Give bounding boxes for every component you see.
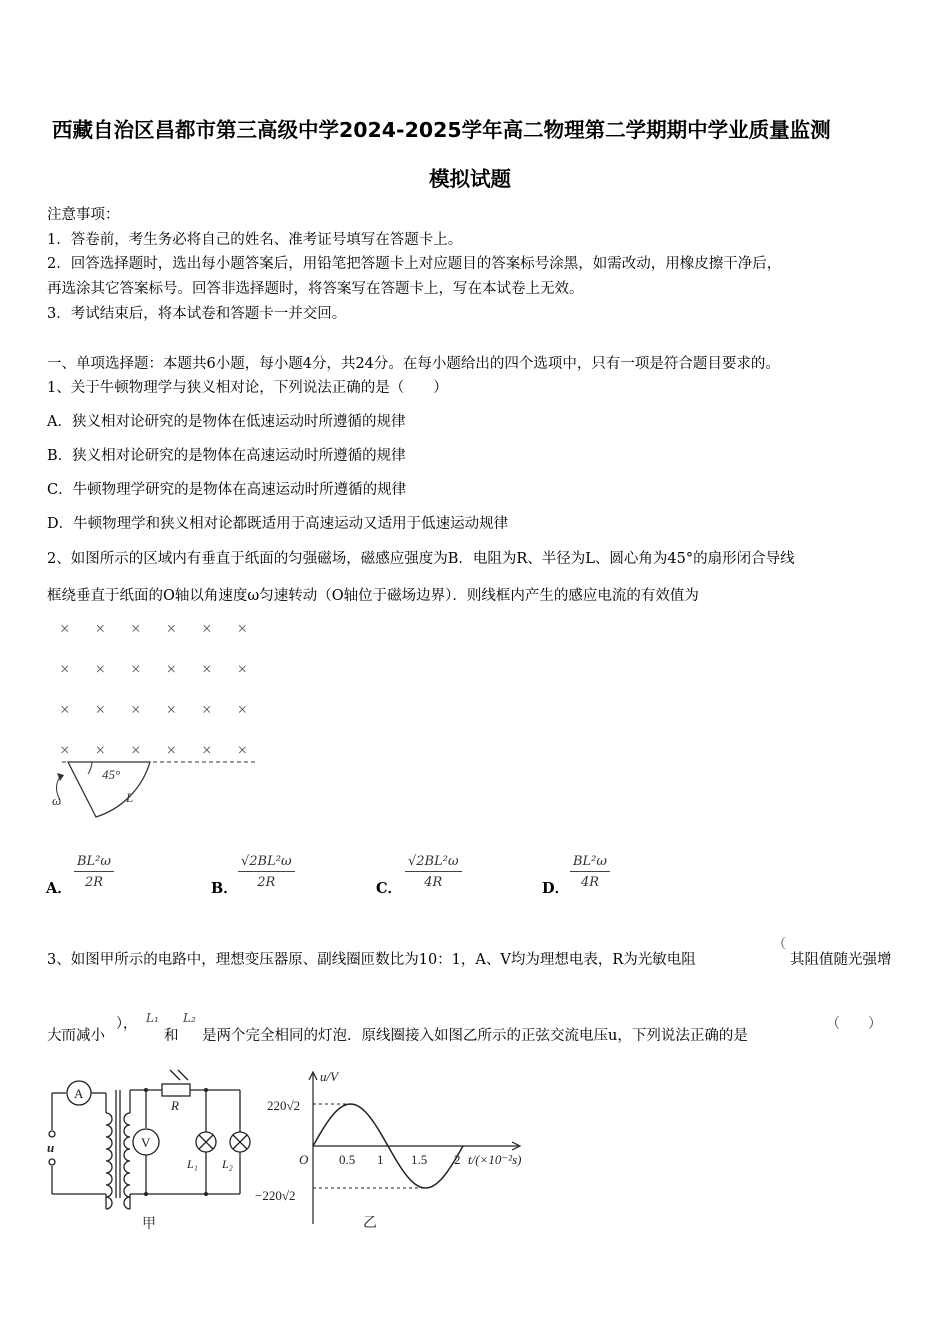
- notice-item-1: 1．答卷前，考生务必将自己的姓名、准考证号填写在答题卡上。: [47, 232, 463, 248]
- question-1-option-b: B．狭义相对论研究的是物体在高速运动时所遵循的规律: [47, 448, 406, 464]
- field-cross: ×: [131, 700, 141, 719]
- y-axis-label: u/V: [320, 1069, 339, 1084]
- x-tick-1: 1: [377, 1152, 384, 1167]
- magnetic-field-figure: [40, 612, 270, 822]
- question-3-and: 和: [164, 1028, 179, 1044]
- section-heading: 一、单项选择题：本题共6小题，每小题4分，共24分。在每小题给出的四个选项中，只有一项是符合题目要求的。: [47, 356, 780, 372]
- question-1-option-a: A．狭义相对论研究的是物体在低速运动时所遵循的规律: [47, 414, 406, 430]
- figure-jia-caption: 甲: [142, 1217, 156, 1232]
- y-min-label: −220√2: [255, 1188, 296, 1203]
- notice-item-2: 2．回答选择题时，选出每小题答案后，用铅笔把答题卡上对应题目的答案标号涂黑，如需改动，用橡皮擦干净后，: [47, 256, 782, 272]
- question-3-stem-cont: 大而减小: [47, 1028, 105, 1044]
- lamp-l2-label: L₂: [222, 1157, 233, 1171]
- ammeter-label: A: [74, 1086, 84, 1101]
- question-3-paren-close: ），: [116, 1016, 137, 1032]
- magnetic-field-crosses: [60, 619, 247, 760]
- field-cross: ×: [166, 740, 177, 760]
- question-3-paren-open: （: [773, 937, 787, 952]
- figure-yi-caption: 乙: [363, 1216, 377, 1231]
- field-cross: ×: [60, 700, 70, 719]
- question-3-stem: 3、如图甲所示的电路中，理想变压器原、副线圈匝数比为10：1，A、V均为理想电表，R为光敏电阻: [47, 952, 696, 968]
- x-tick-0-5: 0.5: [339, 1152, 356, 1167]
- question-2-option-b-fraction: $\frac{\text{√2BL²ω}}{2R}$: [238, 854, 295, 890]
- field-cross: ×: [237, 740, 248, 760]
- question-3-stem-tail: 其阻值随光强增: [790, 952, 892, 968]
- angle-arc: [88, 762, 92, 774]
- omega-label: ω: [52, 793, 62, 808]
- question-1-option-c: C．牛顿物理学研究的是物体在高速运动时所遵循的规律: [47, 482, 407, 498]
- notice-heading: 注意事项：: [47, 207, 120, 223]
- lamp-l1-symbol: L₁: [146, 1011, 159, 1025]
- notice-item-2-cont: 再选涂其它答案标号。回答非选择题时，将答案写在答题卡上，写在本试卷上无效。: [47, 281, 584, 297]
- question-3-stem-end: 是两个完全相同的灯泡．原线圈接入如图乙所示的正弦交流电压u，下列说法正确的是: [202, 1028, 748, 1044]
- field-cross: ×: [95, 619, 106, 638]
- x-tick-2: 2: [454, 1152, 461, 1167]
- field-cross: ×: [95, 740, 106, 760]
- field-cross: ×: [60, 659, 70, 679]
- field-cross: ×: [166, 619, 177, 638]
- circuit-figure: [40, 1068, 255, 1233]
- question-2-option-d-label: D．: [542, 880, 570, 897]
- field-cross: ×: [131, 619, 141, 638]
- voltmeter-label: V: [141, 1135, 151, 1150]
- field-cross: ×: [202, 659, 212, 679]
- x-tick-1-5: 1.5: [411, 1152, 428, 1167]
- page-title-line2: 模拟试题: [429, 167, 511, 191]
- question-2-option-a-fraction: $\frac{\text{BL²ω}}{2R}$: [74, 854, 114, 890]
- question-2-option-a-label: A．: [46, 880, 72, 897]
- question-2-option-c-fraction: $\frac{\text{√2BL²ω}}{4R}$: [405, 854, 462, 890]
- resistor-label: R: [171, 1098, 179, 1113]
- field-cross: ×: [131, 659, 141, 679]
- field-cross: ×: [60, 619, 70, 638]
- question-3-answer-paren: （ ）: [826, 1016, 882, 1032]
- field-cross: ×: [237, 619, 248, 638]
- field-cross: ×: [166, 700, 177, 719]
- field-cross: ×: [95, 659, 106, 679]
- field-cross: ×: [131, 740, 141, 760]
- input-voltage-label: u: [47, 1140, 55, 1155]
- lamp-l1-label: L₁: [187, 1157, 198, 1171]
- x-axis-label: t/(×10⁻²s): [468, 1152, 522, 1167]
- origin-label: O: [299, 1152, 309, 1167]
- question-2-option-d-fraction: $\frac{\text{BL²ω}}{4R}$: [570, 854, 610, 890]
- field-cross: ×: [60, 740, 70, 760]
- voltage-waveform-figure: [253, 1064, 533, 1234]
- radius-label: L: [126, 790, 134, 805]
- lamp-l2-symbol: L₂: [183, 1011, 196, 1025]
- field-cross: ×: [95, 700, 106, 719]
- field-cross: ×: [166, 659, 177, 679]
- question-2-option-b-label: B．: [211, 880, 238, 897]
- notice-item-3: 3．考试结束后，将本试卷和答题卡一并交回。: [47, 306, 347, 322]
- question-1-stem: 1、关于牛顿物理学与狭义相对论，下列说法正确的是（ ）: [47, 380, 448, 396]
- question-2-stem: 2、如图所示的区域内有垂直于纸面的匀强磁场，磁感应强度为B．电阻为R、半径为L、圆心角为45°的扇形闭合导线: [47, 551, 795, 567]
- field-cross: ×: [237, 659, 248, 679]
- field-cross: ×: [202, 619, 212, 638]
- field-cross: ×: [237, 700, 248, 719]
- question-1-option-d: D．牛顿物理学和狭义相对论都既适用于高速运动又适用于低速运动规律: [47, 516, 509, 532]
- question-2-stem-cont: 框绕垂直于纸面的O轴以角速度ω匀速转动（O轴位于磁场边界）．则线框内产生的感应电流的有效值为: [47, 588, 699, 604]
- field-cross: ×: [202, 740, 212, 760]
- angle-label: 45°: [102, 767, 121, 782]
- y-max-label: 220√2: [267, 1098, 301, 1113]
- page-title: 西藏自治区昌都市第三高级中学2024-2025学年高二物理第二学期期中学业质量监测: [52, 118, 831, 142]
- field-cross: ×: [202, 700, 212, 719]
- question-2-option-c-label: C．: [376, 880, 403, 897]
